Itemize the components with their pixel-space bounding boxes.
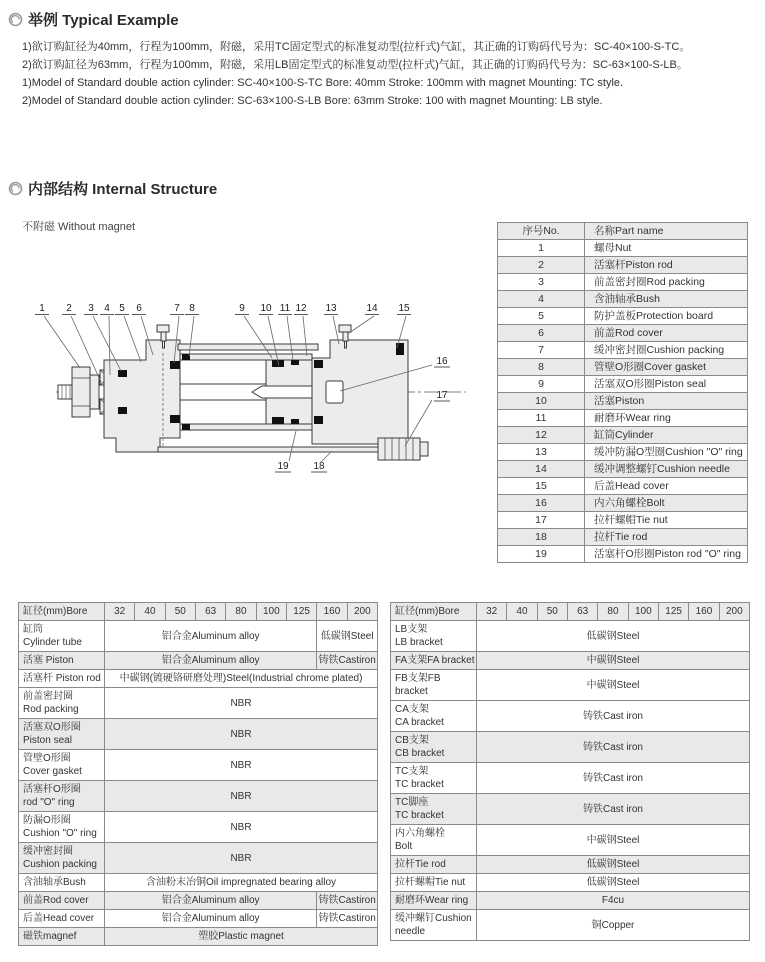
material-name: TC脚座 TC bracket — [391, 794, 477, 825]
part-no: 6 — [498, 325, 585, 342]
parts-row — [498, 461, 748, 478]
material-row — [19, 719, 378, 750]
materials-header-row — [19, 603, 378, 621]
material-name: 防漏O形圈 Cushion "O" ring — [19, 812, 105, 843]
callout-16: 16 — [436, 356, 448, 367]
material-value: 铝合金Aluminum alloy — [105, 621, 317, 652]
part-no: 7 — [498, 342, 585, 359]
material-name: CB支架 CB bracket — [391, 732, 477, 763]
parts-row — [498, 512, 748, 529]
callout-14: 14 — [366, 303, 378, 314]
material-name: 管壁O形圈 Cover gasket — [19, 750, 105, 781]
part-no: 15 — [498, 478, 585, 495]
section-title-text: 内部结构 Internal Structure — [28, 181, 218, 198]
material-name: 拉杆螺帽Tie nut — [391, 874, 477, 892]
material-value: 铜Copper — [477, 910, 750, 941]
part-no: 11 — [498, 410, 585, 427]
section-title-internal-structure — [8, 178, 217, 199]
material-row — [391, 701, 750, 732]
part-no: 5 — [498, 308, 585, 325]
bore-value: 100 — [256, 603, 286, 621]
material-row — [391, 732, 750, 763]
material-value: NBR — [105, 781, 378, 812]
bore-value: 50 — [537, 603, 567, 621]
nut — [72, 367, 90, 417]
material-name: 活塞杆 Piston rod — [19, 670, 105, 688]
material-value: NBR — [105, 719, 378, 750]
material-value: 低碳钢Steel — [477, 856, 750, 874]
material-value: NBR — [105, 688, 378, 719]
bore-value: 40 — [135, 603, 165, 621]
material-row — [19, 688, 378, 719]
parts-row — [498, 274, 748, 291]
part-no: 9 — [498, 376, 585, 393]
material-value: 塑胶Plastic magnet — [105, 928, 378, 946]
bore-value: 40 — [507, 603, 537, 621]
bore-value: 50 — [165, 603, 195, 621]
part-no: 2 — [498, 257, 585, 274]
part-no: 14 — [498, 461, 585, 478]
material-value: 铸铁Castiron — [317, 910, 378, 928]
bore-value: 200 — [347, 603, 377, 621]
parts-row — [498, 495, 748, 512]
parts-row — [498, 444, 748, 461]
rod-cover — [104, 340, 180, 452]
part-name: 内六角螺栓Bolt — [585, 495, 748, 512]
section-title-text: 举例 Typical Example — [28, 12, 179, 29]
parts-row — [498, 359, 748, 376]
material-name: 耐磨环Wear ring — [391, 892, 477, 910]
part-name: 后盖Head cover — [585, 478, 748, 495]
material-name: 活塞 Piston — [19, 652, 105, 670]
part-name: 含油轴承Bush — [585, 291, 748, 308]
part-name: 缓冲调整螺钉Cushion needle — [585, 461, 748, 478]
example-line: 1)欲订购缸径为40mm，行程为100mm，附磁，采用TC固定型式的标准复动型(拉杆式)气缸，其正确的订购码代号为：SC-40×100-S-TC。 — [22, 41, 691, 53]
bolt — [326, 381, 343, 403]
material-row — [19, 781, 378, 812]
parts-header-row — [498, 223, 748, 240]
material-value: 铸铁Cast iron — [477, 763, 750, 794]
part-no: 10 — [498, 393, 585, 410]
callout-4: 4 — [104, 303, 110, 314]
part-no: 12 — [498, 427, 585, 444]
bore-value: 125 — [286, 603, 316, 621]
material-row — [19, 750, 378, 781]
section-title-typical-example — [8, 9, 179, 30]
material-value: 铝合金Aluminum alloy — [105, 910, 317, 928]
tie-rod — [158, 447, 380, 452]
example-line: 2)Model of Standard double action cylinder: SC-63×100-S-LB Bore: 63mm Stroke: 100 with magnet Mounting: LB style. — [22, 95, 603, 107]
material-value: 铸铁Cast iron — [477, 732, 750, 763]
parts-row — [498, 376, 748, 393]
part-no: 4 — [498, 291, 585, 308]
bore-value: 80 — [226, 603, 256, 621]
material-value: 低碳钢Steel — [477, 621, 750, 652]
parts-row — [498, 291, 748, 308]
part-name: 拉杆螺帽Tie nut — [585, 512, 748, 529]
part-no: 16 — [498, 495, 585, 512]
callout-2: 2 — [66, 303, 72, 314]
parts-row — [498, 393, 748, 410]
bore-value: 32 — [477, 603, 507, 621]
magnet-note: 不附磁 Without magnet — [22, 221, 136, 233]
material-value: 中碳钢(镀硬铬研磨处理)Steel(Industrial chrome plated) — [105, 670, 378, 688]
material-name: 前盖Rod cover — [19, 892, 105, 910]
material-value: 铸铁Castiron — [317, 892, 378, 910]
parts-row — [498, 342, 748, 359]
brand-mark-icon — [8, 181, 23, 196]
material-value: 铸铁Castiron — [317, 652, 378, 670]
parts-row — [498, 427, 748, 444]
parts-col-no: 序号No. — [498, 223, 585, 240]
part-no: 19 — [498, 546, 585, 563]
material-row — [19, 928, 378, 946]
part-name: 活塞杆Piston rod — [585, 257, 748, 274]
material-row — [391, 670, 750, 701]
part-name: 活塞杆O形圈Piston rod "O" ring — [585, 546, 748, 563]
tie-nut — [378, 438, 428, 460]
material-value: NBR — [105, 750, 378, 781]
material-row — [19, 621, 378, 652]
parts-row — [498, 240, 748, 257]
material-value: 铸铁Cast iron — [477, 701, 750, 732]
callout-3: 3 — [88, 303, 94, 314]
material-row — [391, 874, 750, 892]
parts-row — [498, 410, 748, 427]
callout-18: 18 — [313, 461, 325, 472]
material-value: 中碳钢Steel — [477, 825, 750, 856]
callout-11: 11 — [279, 303, 291, 314]
material-row — [391, 856, 750, 874]
parts-row — [498, 325, 748, 342]
callout-19: 19 — [277, 461, 289, 472]
material-row — [19, 812, 378, 843]
parts-row — [498, 257, 748, 274]
part-name: 活塞Piston — [585, 393, 748, 410]
bore-value: 80 — [598, 603, 628, 621]
bore-value: 63 — [195, 603, 225, 621]
bore-value: 125 — [658, 603, 688, 621]
material-name: FB支架FB bracket — [391, 670, 477, 701]
callout-10: 10 — [260, 303, 272, 314]
material-row — [391, 910, 750, 941]
example-line: 2)欲订购缸径为63mm，行程为100mm，附磁，采用LB固定型式的标准复动型(拉杆式)气缸，其正确的订购码代号为：SC-63×100-S-LB。 — [22, 59, 688, 71]
material-name: CA支架 CA bracket — [391, 701, 477, 732]
bore-value: 160 — [317, 603, 347, 621]
part-no: 3 — [498, 274, 585, 291]
material-row — [19, 910, 378, 928]
material-name: 拉杆Tie rod — [391, 856, 477, 874]
material-value: 铸铁Cast iron — [477, 794, 750, 825]
material-value: 中碳钢Steel — [477, 652, 750, 670]
part-name: 前盖密封圈Rod packing — [585, 274, 748, 291]
part-name: 缓冲防漏O型圈Cushion "O" ring — [585, 444, 748, 461]
part-name: 管壁O形圈Cover gasket — [585, 359, 748, 376]
part-name: 缓冲密封圈Cushion packing — [585, 342, 748, 359]
part-name: 耐磨环Wear ring — [585, 410, 748, 427]
material-name: 内六角螺栓 Bolt — [391, 825, 477, 856]
example-lines — [22, 38, 757, 110]
material-name: 后盖Head cover — [19, 910, 105, 928]
bore-value: 32 — [105, 603, 135, 621]
example-line: 1)Model of Standard double action cylinder: SC-40×100-S-TC Bore: 40mm Stroke: 100mm with magnet Mounting: TC style. — [22, 77, 624, 89]
material-value: NBR — [105, 812, 378, 843]
part-name: 防护盖板Protection board — [585, 308, 748, 325]
material-row — [391, 763, 750, 794]
part-no: 1 — [498, 240, 585, 257]
material-name: 缓冲密封圈 Cushion packing — [19, 843, 105, 874]
material-row — [391, 621, 750, 652]
material-name: 前盖密封圈 Rod packing — [19, 688, 105, 719]
material-name: 活塞双O形圈 Piston seal — [19, 719, 105, 750]
callout-1: 1 — [39, 303, 45, 314]
parts-row — [498, 478, 748, 495]
callout-12: 12 — [295, 303, 307, 314]
bore-label: 缸径(mm)Bore — [19, 603, 105, 621]
part-no: 18 — [498, 529, 585, 546]
bore-value: 100 — [628, 603, 658, 621]
callout-17: 17 — [436, 390, 448, 401]
part-no: 8 — [498, 359, 585, 376]
material-row — [391, 794, 750, 825]
parts-row — [498, 529, 748, 546]
parts-row — [498, 308, 748, 325]
part-name: 活塞双O形圈Piston seal — [585, 376, 748, 393]
material-name: LB支架 LB bracket — [391, 621, 477, 652]
part-name: 前盖Rod cover — [585, 325, 748, 342]
bore-label: 缸径(mm)Bore — [391, 603, 477, 621]
material-row — [391, 825, 750, 856]
callout-9: 9 — [239, 303, 245, 314]
material-name: 含油轴承Bush — [19, 874, 105, 892]
material-value: 铝合金Aluminum alloy — [105, 652, 317, 670]
parts-table — [497, 222, 748, 563]
material-name: 缓冲螺钉Cushion needle — [391, 910, 477, 941]
material-value: 铝合金Aluminum alloy — [105, 892, 317, 910]
material-row — [391, 892, 750, 910]
material-name: TC支架 TC bracket — [391, 763, 477, 794]
material-value: 低碳钢Steel — [317, 621, 378, 652]
bore-value: 160 — [689, 603, 719, 621]
callout-5: 5 — [119, 303, 125, 314]
bore-value: 200 — [719, 603, 749, 621]
brand-mark-icon — [8, 12, 23, 27]
material-name: FA支架FA bracket — [391, 652, 477, 670]
part-name: 拉杆Tie rod — [585, 529, 748, 546]
callout-7: 7 — [174, 303, 180, 314]
protection-board — [178, 344, 318, 350]
part-name: 螺母Nut — [585, 240, 748, 257]
parts-col-name: 名称Part name — [585, 223, 748, 240]
material-row — [19, 874, 378, 892]
material-value: 含油粉末冶铜Oil impregnated bearing alloy — [105, 874, 378, 892]
bore-value: 63 — [567, 603, 597, 621]
material-row — [19, 652, 378, 670]
material-value: 中碳钢Steel — [477, 670, 750, 701]
material-row — [19, 843, 378, 874]
material-name: 缸筒 Cylinder tube — [19, 621, 105, 652]
callout-8: 8 — [189, 303, 195, 314]
part-no: 13 — [498, 444, 585, 461]
material-value: NBR — [105, 843, 378, 874]
cylinder-cross-section-diagram — [28, 298, 473, 483]
materials-table-right — [390, 602, 750, 941]
part-name: 缸筒Cylinder — [585, 427, 748, 444]
material-row — [19, 670, 378, 688]
part-no: 17 — [498, 512, 585, 529]
materials-header-row — [391, 603, 750, 621]
materials-table-left — [18, 602, 378, 946]
parts-table-body — [498, 223, 748, 563]
material-value: F4cu — [477, 892, 750, 910]
callout-13: 13 — [325, 303, 337, 314]
callout-6: 6 — [136, 303, 142, 314]
material-row — [19, 892, 378, 910]
callout-15: 15 — [398, 303, 410, 314]
material-row — [391, 652, 750, 670]
material-value: 低碳钢Steel — [477, 874, 750, 892]
material-name: 磁铁magnef — [19, 928, 105, 946]
material-name: 活塞杆O形圈 rod "O" ring — [19, 781, 105, 812]
parts-row — [498, 546, 748, 563]
